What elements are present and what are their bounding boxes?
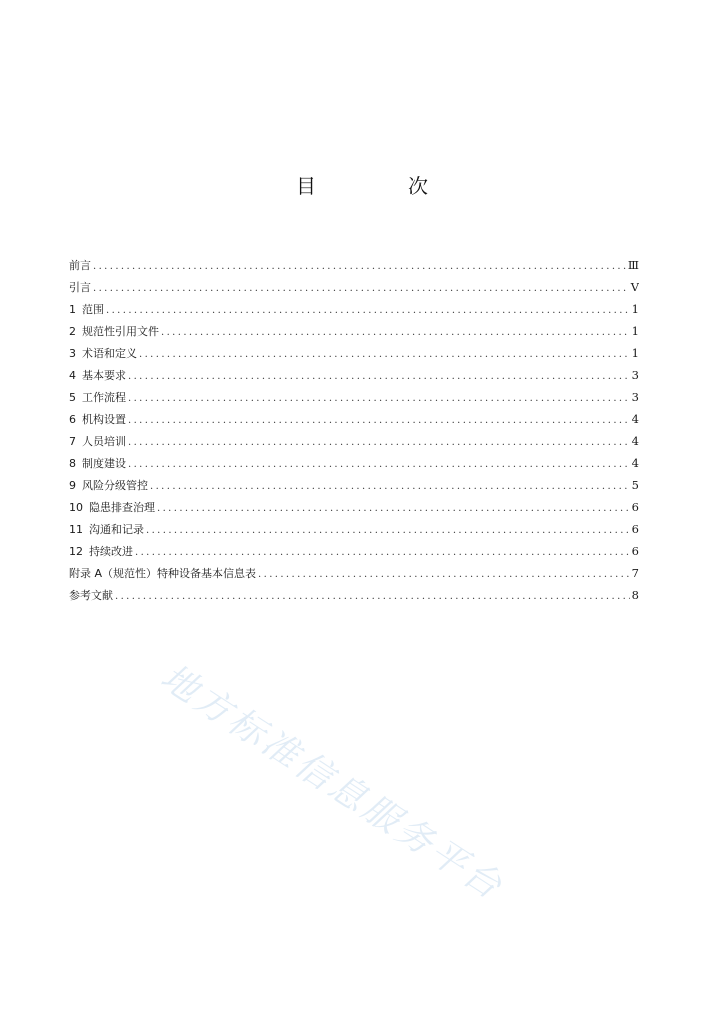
toc-entry-label xyxy=(69,519,144,540)
toc-leader-dots xyxy=(106,300,630,320)
toc-entry-text: 规范性引用文件 xyxy=(82,325,159,338)
toc-leader-dots xyxy=(128,388,630,408)
toc-entry-page: 3 xyxy=(631,390,639,404)
toc-entry-number: 9 xyxy=(69,479,76,492)
toc-entry[interactable] xyxy=(69,430,639,452)
toc-entry-page: 8 xyxy=(631,588,639,602)
toc-entry[interactable] xyxy=(69,562,639,584)
toc-entry-label xyxy=(69,365,126,386)
toc-entry-page: 1 xyxy=(631,346,639,360)
toc-leader-dots xyxy=(258,564,630,584)
toc-entry-label xyxy=(69,409,126,430)
toc-entry-number: 6 xyxy=(69,413,76,426)
toc-entry-text: 术语和定义 xyxy=(82,347,137,360)
toc-entry[interactable] xyxy=(69,540,639,562)
toc-entry-label xyxy=(69,475,148,496)
toc-title: 目 次 xyxy=(296,174,464,198)
toc-entry-text: 制度建设 xyxy=(82,457,126,470)
toc-entry[interactable] xyxy=(69,496,639,518)
toc-entry-label xyxy=(69,277,91,298)
toc-entry-number: 10 xyxy=(69,501,83,514)
toc-entry-text: 参考文献 xyxy=(69,589,113,602)
toc-entry-text: 沟通和记录 xyxy=(89,523,144,536)
toc-leader-dots xyxy=(128,454,630,474)
toc-entry-page: 3 xyxy=(631,368,639,382)
toc-entry-text: 基本要求 xyxy=(82,369,126,382)
toc-entry-text: 隐患排查治理 xyxy=(89,501,155,514)
toc-entry[interactable] xyxy=(69,320,639,342)
toc-entry-page: 1 xyxy=(631,324,639,338)
toc-entry-label xyxy=(69,541,133,562)
toc-leader-dots xyxy=(139,344,630,364)
toc-entry-text: 前言 xyxy=(69,259,91,272)
toc-entry[interactable] xyxy=(69,474,639,496)
toc-leader-dots xyxy=(115,586,630,606)
toc-entry-page: 4 xyxy=(631,456,639,470)
toc-entry[interactable] xyxy=(69,254,639,276)
toc-entry-text: 范围 xyxy=(82,303,104,316)
toc-entry-page: 7 xyxy=(631,566,639,580)
toc-entry-label xyxy=(69,563,256,584)
toc-entry[interactable] xyxy=(69,276,639,298)
toc-entry-page: Ⅴ xyxy=(630,280,639,294)
toc-entry-number: 4 xyxy=(69,369,76,382)
toc-entry-page: 4 xyxy=(631,412,639,426)
toc-entry[interactable] xyxy=(69,452,639,474)
toc-entry-label xyxy=(69,387,126,408)
toc-entry[interactable] xyxy=(69,408,639,430)
toc-entry-text: 引言 xyxy=(69,281,91,294)
toc-entry-number: 11 xyxy=(69,523,83,536)
toc-entry-page: 5 xyxy=(631,478,639,492)
toc-leader-dots xyxy=(128,366,630,386)
toc-entry-number: 1 xyxy=(69,303,76,316)
toc-leader-dots xyxy=(146,520,630,540)
toc-entry-text: 附录 A（规范性）特种设备基本信息表 xyxy=(69,567,257,580)
toc-entry-label xyxy=(69,585,113,606)
toc-leader-dots xyxy=(135,542,630,562)
toc-entry[interactable] xyxy=(69,364,639,386)
toc-list xyxy=(69,254,639,606)
toc-entry[interactable] xyxy=(69,386,639,408)
toc-entry-number: 5 xyxy=(69,391,76,404)
toc-leader-dots xyxy=(93,256,626,276)
toc-entry-text: 人员培训 xyxy=(82,435,126,448)
watermark-text: 地方标准信息服务平台 xyxy=(153,656,512,909)
toc-entry-page: Ⅲ xyxy=(627,258,639,272)
toc-entry-number: 2 xyxy=(69,325,76,338)
toc-entry-text: 工作流程 xyxy=(82,391,126,404)
toc-leader-dots xyxy=(93,278,629,298)
toc-leader-dots xyxy=(128,432,630,452)
toc-entry-text: 持续改进 xyxy=(89,545,133,558)
toc-entry[interactable] xyxy=(69,518,639,540)
toc-entry[interactable] xyxy=(69,584,639,606)
toc-entry-label xyxy=(69,497,155,518)
toc-entry[interactable] xyxy=(69,298,639,320)
toc-entry-label xyxy=(69,321,159,342)
toc-entry-label xyxy=(69,255,91,276)
toc-leader-dots xyxy=(150,476,630,496)
toc-entry-label xyxy=(69,299,104,320)
toc-entry-label xyxy=(69,453,126,474)
toc-leader-dots xyxy=(157,498,630,518)
toc-entry-page: 1 xyxy=(631,302,639,316)
toc-entry-page: 6 xyxy=(631,522,639,536)
toc-leader-dots xyxy=(128,410,630,430)
toc-entry-number: 3 xyxy=(69,347,76,360)
toc-entry-page: 4 xyxy=(631,434,639,448)
toc-entry-number: 12 xyxy=(69,545,83,558)
toc-entry-text: 风险分级管控 xyxy=(82,479,148,492)
toc-entry-label xyxy=(69,431,126,452)
toc-entry-page: 6 xyxy=(631,500,639,514)
toc-entry-number: 8 xyxy=(69,457,76,470)
toc-leader-dots xyxy=(161,322,630,342)
toc-entry[interactable] xyxy=(69,342,639,364)
toc-entry-label xyxy=(69,343,137,364)
toc-entry-page: 6 xyxy=(631,544,639,558)
toc-entry-number: 7 xyxy=(69,435,76,448)
toc-entry-text: 机构设置 xyxy=(82,413,126,426)
